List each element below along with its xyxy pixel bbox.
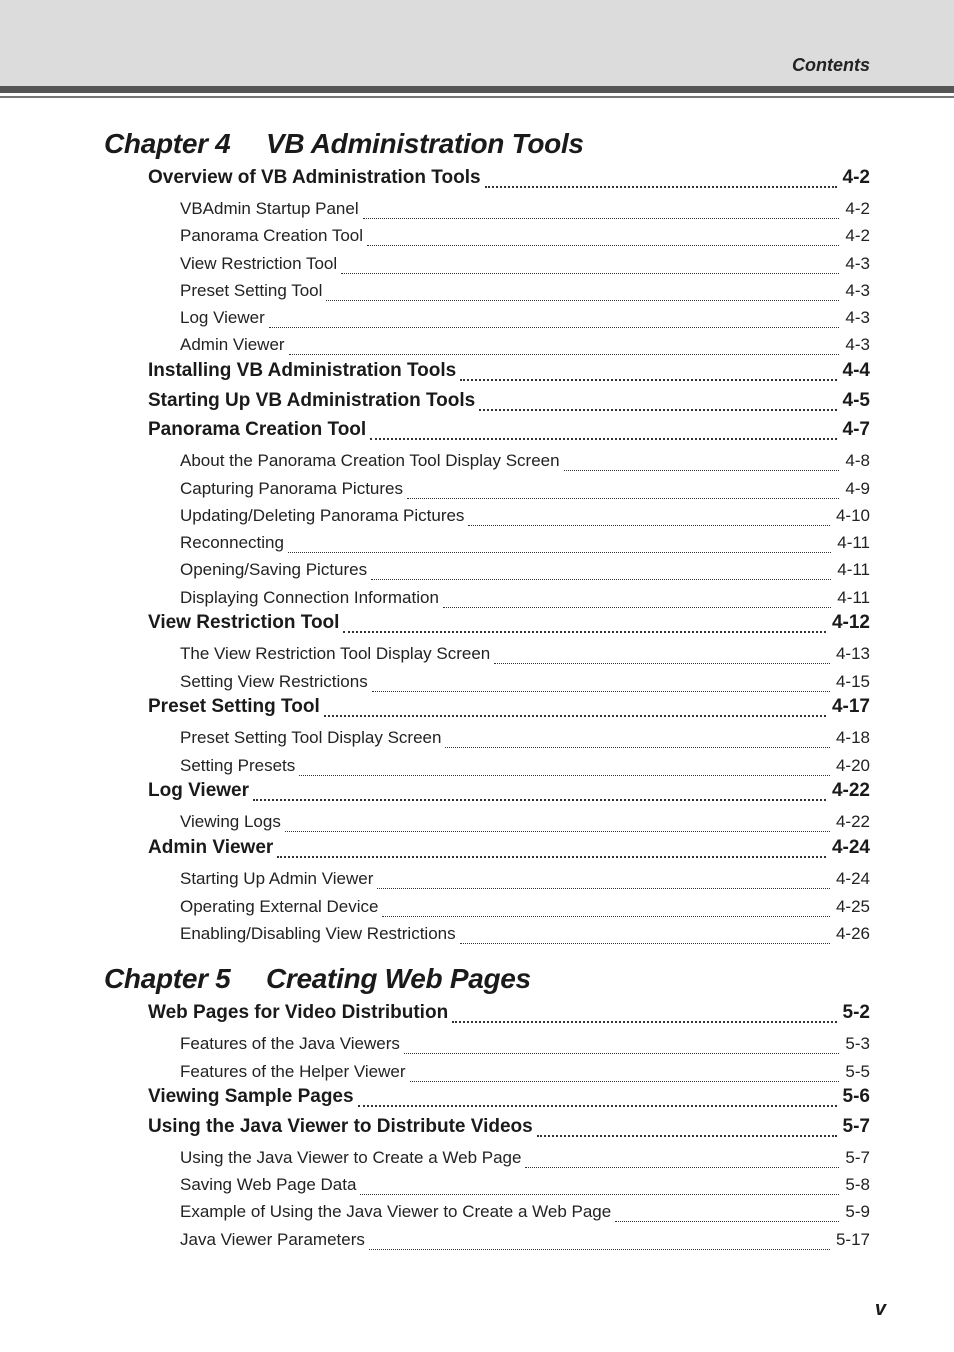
toc-entry-page: 4-3 [845, 254, 870, 273]
toc-entry-title: Java Viewer Parameters [180, 1230, 365, 1249]
toc-subsection-entry[interactable] [180, 1175, 870, 1199]
toc-entry-title: Capturing Panorama Pictures [180, 479, 404, 498]
chapter-label: Chapter 4 [104, 128, 231, 159]
toc-subsection-entry[interactable] [180, 254, 870, 278]
dot-leader [324, 715, 826, 717]
dot-leader [537, 1135, 837, 1137]
toc-subsection-entry[interactable] [180, 308, 870, 332]
toc-section-entry[interactable] [148, 419, 870, 445]
toc-subsection-entry[interactable] [180, 560, 870, 584]
toc-section-entry[interactable] [148, 696, 870, 722]
toc-entry-title: Preset Setting Tool Display Screen [180, 728, 442, 747]
toc-section-entry[interactable] [148, 1116, 870, 1142]
chapter-heading [104, 963, 531, 999]
toc-entry-page: 4-11 [837, 588, 870, 607]
toc-entry-title: Updating/Deleting Panorama Pictures [180, 506, 465, 525]
toc-entry-title: Preset Setting Tool [180, 281, 323, 300]
toc-entry-page: 4-24 [831, 837, 870, 858]
toc-entry-title: Opening/Saving Pictures [180, 560, 368, 579]
toc-subsection-entry[interactable] [180, 897, 870, 921]
dot-leader [289, 354, 840, 355]
dot-leader [358, 1105, 837, 1107]
toc-entry-page: 4-13 [835, 644, 870, 663]
toc-subsection-entry[interactable] [180, 226, 870, 250]
toc-subsection-entry[interactable] [180, 728, 870, 752]
toc-subsection-entry[interactable] [180, 199, 870, 223]
toc-entry-page: 4-9 [845, 479, 870, 498]
toc-subsection-entry[interactable] [180, 1062, 870, 1086]
toc-entry-title: About the Panorama Creation Tool Display Screen [180, 451, 560, 470]
toc-entry-page: 4-2 [845, 226, 870, 245]
toc-entry-title: Displaying Connection Information [180, 588, 439, 607]
toc-subsection-entry[interactable] [180, 506, 870, 530]
toc-entry-title: Using the Java Viewer to Create a Web Page [180, 1148, 522, 1167]
chapter-heading [104, 128, 584, 164]
toc-entry-page: 4-2 [845, 199, 870, 218]
toc-entry-page: 4-18 [835, 728, 870, 747]
toc-entry-page: 4-7 [842, 419, 870, 440]
toc-subsection-entry[interactable] [180, 1202, 870, 1226]
toc-entry-page: 5-8 [845, 1175, 870, 1194]
toc-subsection-entry[interactable] [180, 479, 870, 503]
dot-leader [452, 1021, 836, 1023]
toc-subsection-entry[interactable] [180, 756, 870, 780]
toc-entry-page: 4-24 [835, 869, 870, 888]
toc-entry-page: 4-20 [835, 756, 870, 775]
toc-section-entry[interactable] [148, 1002, 870, 1028]
toc-entry-page: 5-7 [842, 1116, 870, 1137]
toc-entry-page: 4-26 [835, 924, 870, 943]
toc-entry-page: 5-6 [842, 1086, 870, 1107]
dot-leader [277, 856, 826, 858]
dot-leader [360, 1194, 839, 1195]
toc-entry-page: 4-8 [845, 451, 870, 470]
toc-entry-page: 5-9 [845, 1202, 870, 1221]
toc-entry-title: The View Restriction Tool Display Screen [180, 644, 491, 663]
toc-entry-page: 4-12 [831, 612, 870, 633]
toc-subsection-entry[interactable] [180, 1230, 870, 1254]
dot-leader [371, 579, 831, 580]
dot-leader [485, 186, 837, 188]
dot-leader [377, 888, 830, 889]
toc-subsection-entry[interactable] [180, 533, 870, 557]
dot-leader [479, 409, 836, 411]
dot-leader [341, 273, 839, 274]
toc-entry-title: Log Viewer [180, 308, 265, 327]
toc-entry-page: 4-10 [835, 506, 870, 525]
toc-entry-title: Features of the Java Viewers [180, 1034, 400, 1053]
toc-entry-title: Preset Setting Tool [148, 696, 320, 717]
toc-entry-title: Example of Using the Java Viewer to Create a Web Page [180, 1202, 612, 1221]
header-rule-thick [0, 86, 954, 93]
toc-subsection-entry[interactable] [180, 335, 870, 359]
toc-subsection-entry[interactable] [180, 1034, 870, 1058]
toc-entry-title: View Restriction Tool [180, 254, 338, 273]
toc-entry-page: 4-3 [845, 335, 870, 354]
toc-section-entry[interactable] [148, 612, 870, 638]
header-rule-thin [0, 96, 954, 98]
toc-subsection-entry[interactable] [180, 644, 870, 668]
dot-leader [299, 775, 830, 776]
chapter-title: VB Administration Tools [266, 128, 584, 159]
toc-entry-page: 4-2 [842, 167, 870, 188]
dot-leader [404, 1053, 840, 1054]
toc-entry-page: 5-2 [842, 1002, 870, 1023]
toc-subsection-entry[interactable] [180, 672, 870, 696]
dot-leader [370, 438, 836, 440]
toc-entry-title: Log Viewer [148, 780, 250, 801]
toc-entry-title: Admin Viewer [148, 837, 274, 858]
toc-entry-title: Reconnecting [180, 533, 284, 552]
running-header-title: Contents [792, 55, 870, 75]
dot-leader [343, 631, 826, 633]
dot-leader [615, 1221, 839, 1222]
dot-leader [363, 218, 840, 219]
toc-entry-title: Setting View Restrictions [180, 672, 368, 691]
toc-entry-title: Starting Up VB Administration Tools [148, 390, 476, 411]
toc-entry-page: 4-4 [842, 360, 870, 381]
toc-subsection-entry[interactable] [180, 281, 870, 305]
toc-entry-page: 5-3 [845, 1034, 870, 1053]
toc-entry-title: Operating External Device [180, 897, 379, 916]
toc-entry-page: 4-22 [831, 780, 870, 801]
toc-section-entry[interactable] [148, 390, 870, 416]
toc-entry-page: 5-7 [845, 1148, 870, 1167]
toc-entry-title: Starting Up Admin Viewer [180, 869, 374, 888]
toc-entry-page: 4-25 [835, 897, 870, 916]
toc-entry-page: 4-3 [845, 281, 870, 300]
toc-section-entry[interactable] [148, 780, 870, 806]
dot-leader [382, 916, 830, 917]
toc-entry-title: Viewing Sample Pages [148, 1086, 354, 1107]
dot-leader [564, 470, 840, 471]
toc-subsection-entry[interactable] [180, 869, 870, 893]
dot-leader [326, 300, 839, 301]
dot-leader [460, 943, 830, 944]
dot-leader [407, 498, 839, 499]
dot-leader [253, 799, 826, 801]
toc-entry-page: 4-3 [845, 308, 870, 327]
dot-leader [410, 1081, 840, 1082]
toc-entry-page: 4-11 [837, 533, 870, 552]
chapter-title: Creating Web Pages [266, 963, 531, 994]
toc-section-entry[interactable] [148, 167, 870, 193]
toc-entry-page: 4-5 [842, 390, 870, 411]
dot-leader [468, 525, 830, 526]
toc-subsection-entry[interactable] [180, 588, 870, 612]
toc-subsection-entry[interactable] [180, 812, 870, 836]
toc-entry-title: VBAdmin Startup Panel [180, 199, 359, 218]
dot-leader [269, 327, 840, 328]
toc-entry-title: Web Pages for Video Distribution [148, 1002, 449, 1023]
toc-entry-title: View Restriction Tool [148, 612, 340, 633]
dot-leader [285, 831, 830, 832]
dot-leader [372, 691, 830, 692]
dot-leader [369, 1249, 830, 1250]
dot-leader [494, 663, 830, 664]
toc-subsection-entry[interactable] [180, 451, 870, 475]
toc-entry-title: Panorama Creation Tool [180, 226, 364, 245]
toc-entry-title: Panorama Creation Tool [148, 419, 367, 440]
toc-entry-title: Enabling/Disabling View Restrictions [180, 924, 456, 943]
dot-leader [288, 552, 831, 553]
dot-leader [443, 607, 831, 608]
toc-entry-page: 4-11 [837, 560, 870, 579]
toc-entry-title: Saving Web Page Data [180, 1175, 357, 1194]
toc-entry-title: Overview of VB Administration Tools [148, 167, 481, 188]
toc-entry-title: Installing VB Administration Tools [148, 360, 457, 381]
toc-entry-page: 5-5 [845, 1062, 870, 1081]
toc-entry-title: Using the Java Viewer to Distribute Videos [148, 1116, 533, 1137]
toc-section-entry[interactable] [148, 1086, 870, 1112]
toc-subsection-entry[interactable] [180, 924, 870, 948]
toc-entry-title: Admin Viewer [180, 335, 285, 354]
toc-entry-page: 4-15 [835, 672, 870, 691]
dot-leader [367, 245, 839, 246]
chapter-label: Chapter 5 [104, 963, 231, 994]
dot-leader [525, 1167, 839, 1168]
toc-section-entry[interactable] [148, 837, 870, 863]
toc-entry-title: Setting Presets [180, 756, 296, 775]
dot-leader [460, 379, 836, 381]
toc-entry-title: Features of the Helper Viewer [180, 1062, 406, 1081]
toc-entry-page: 5-17 [835, 1230, 870, 1249]
page-number: v [874, 1298, 886, 1320]
dot-leader [445, 747, 830, 748]
toc-entry-title: Viewing Logs [180, 812, 281, 831]
toc-entry-page: 4-22 [835, 812, 870, 831]
toc-section-entry[interactable] [148, 360, 870, 386]
toc-subsection-entry[interactable] [180, 1148, 870, 1172]
toc-entry-page: 4-17 [831, 696, 870, 717]
